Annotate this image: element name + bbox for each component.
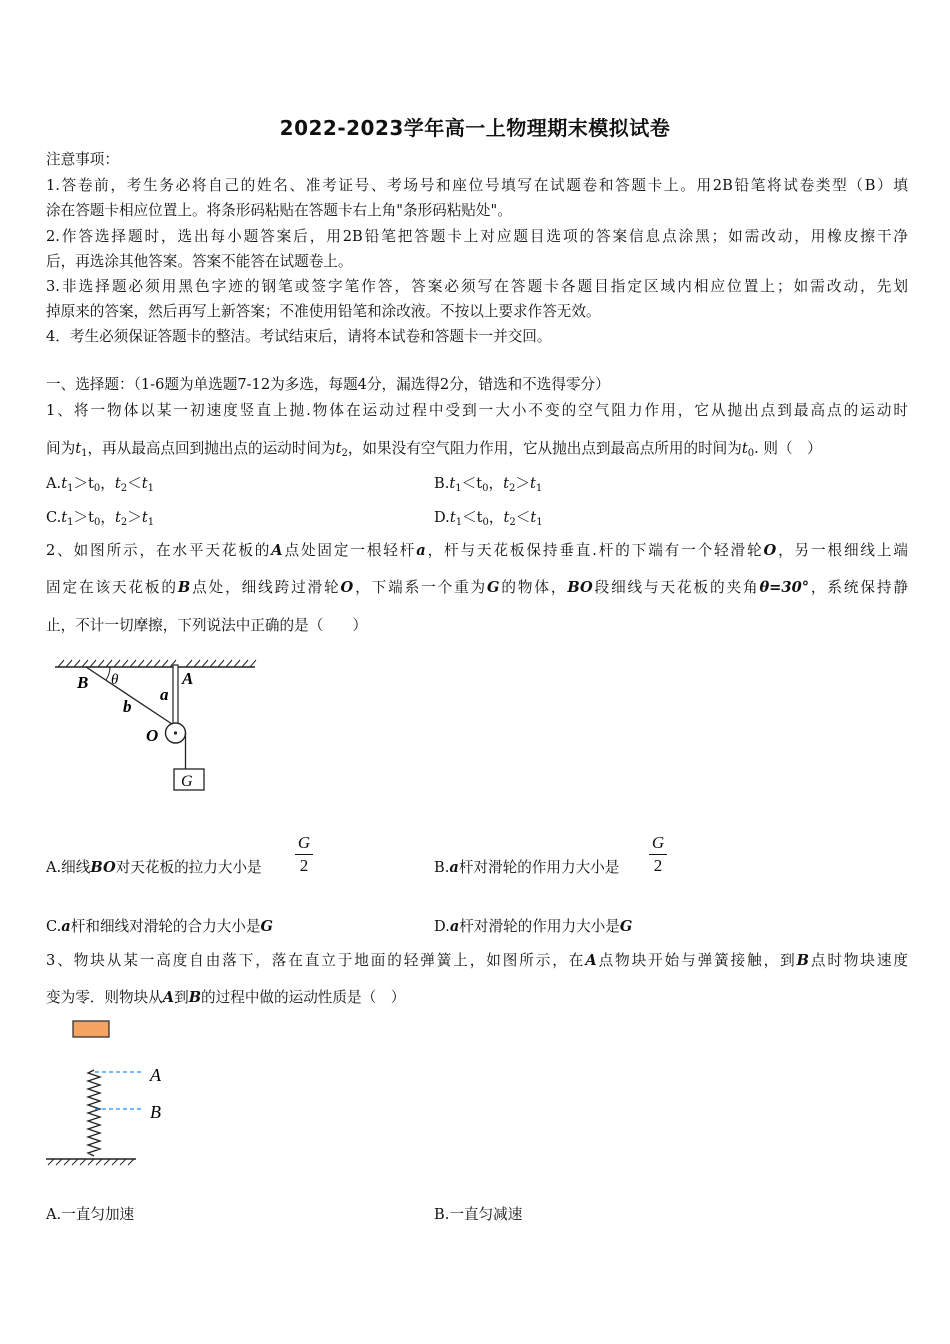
q2-line-1: 2、如图所示，在水平天花板的A点处固定一根轻杆a，杆与天花板保持垂直.杆的下端有一个轻滑轮O，另一根细线上端 [46,542,908,559]
q1-option-d[interactable]: $D.t_1<t_0$，$t_2<t_1$ [434,509,543,528]
exam-title: 2022-2023学年高一上物理期末模拟试卷 [279,116,671,140]
angle-arc [106,667,110,680]
notice-line-2: 涂在答题卡相应位置上。将条形码粘贴在答题卡右上角"条形码粘贴处"。 [46,202,512,219]
figure-label-b-point: B [77,673,89,692]
q1-option-c[interactable]: $C.t_1>t_0$，$t_2>t_1$ [46,509,155,528]
q3-option-b[interactable]: B.一直匀减速 [434,1206,523,1223]
figure-label-rod-a: a [160,685,169,704]
q3-spring-figure [44,1015,184,1170]
q2-option-b[interactable]: B.a杆对滑轮的作用力大小是 [434,859,620,876]
notice-line-5: 3.非选择题必须用黑色字迹的钢笔或签字笔作答，答案必须写在答题卡各题目指定区域内相应位置上；如需改动，先划 [46,278,908,295]
q1-line-1: 1、将一物体以某一初速度竖直上抛.物体在运动过程中受到一大小不变的空气阻力作用，它从抛出点到最高点的运动时 [46,402,908,419]
figure-label-theta: θ [111,672,119,688]
figure-label-string-b: b [123,697,132,716]
q2-pulley-figure [50,655,260,795]
q1-option-a[interactable]: $A.t_1>t_0$，$t_2<t_1$ [46,475,154,494]
pulley-axle [174,731,177,734]
q3-option-a[interactable]: A.一直匀加速 [46,1206,135,1223]
notice-line-4: 后，再选涂其他答案。答案不能答在试题卷上。 [46,253,353,270]
q1-line-2: 间为$t_1$，再从最高点回到抛出点的运动时间为$t_2$，如果没有空气阻力作用，它从抛出点到最高点所用的时间为$t_0$. 则（ ） [46,440,822,459]
spring [88,1070,100,1156]
q2-option-d[interactable]: D.a杆对滑轮的作用力大小是G [434,918,633,935]
notice-heading: 注意事项： [46,151,119,168]
notice-line-6: 掉原来的答案，然后再写上新答案；不准使用铅笔和涂改液。不按以上要求作答无效。 [46,303,601,320]
notice-line-1: 1.答卷前，考生务必将自己的姓名、准考证号、考场号和座位号填写在试题卷和答题卡上。用2B铅笔将试卷类型（B）填 [46,177,908,194]
spring-label-a: A [150,1065,161,1085]
q3-line-1: 3、物块从某一高度自由落下，落在直立于地面的轻弹簧上，如图所示，在A点物块开始与弹簧接触，到B点时物块速度 [46,952,908,969]
figure-label-a-point: A [182,669,194,688]
q2-option-b-fraction: G 2 [648,833,668,876]
q2-line-2: 固定在该天花板的B点处，细线跨过滑轮O，下端系一个重为G的物体，BO段细线与天花板的夹角θ=30°，系统保持静 [46,579,908,596]
figure-label-g: G [181,773,193,790]
q1-option-b[interactable]: $B.t_1<t_0$，$t_2>t_1$ [434,475,543,494]
notice-line-7: 4．考生必须保证答题卡的整洁。考试结束后，请将本试卷和答题卡一并交回。 [46,328,552,345]
q3-line-2: 变为零．则物块从A到B的过程中做的运动性质是（ ） [46,989,406,1006]
notice-line-3: 2.作答选择题时，选出每小题答案后，用2B铅笔把答题卡上对应题目选项的答案信息点涂黑；如需改动，用橡皮擦干净 [46,228,908,245]
ground-hatch [46,1159,136,1165]
q2-option-a-fraction: G 2 [294,833,314,876]
section-heading: 一、选择题：（1-6题为单选题7-12为多选，每题4分，漏选得2分，错选和不选得零分） [46,376,610,393]
falling-block [73,1021,109,1037]
q2-line-3: 止，不计一切摩擦，下列说法中正确的是（ ） [46,617,368,634]
ceiling-hatch [55,660,256,667]
spring-label-b: B [150,1102,161,1122]
rod-a [173,665,178,731]
q2-option-a[interactable]: A.细线BO对天花板的拉力大小是 [46,859,262,876]
q2-option-c[interactable]: C.a杆和细线对滑轮的合力大小是G [46,918,273,935]
figure-label-o: O [146,726,159,745]
